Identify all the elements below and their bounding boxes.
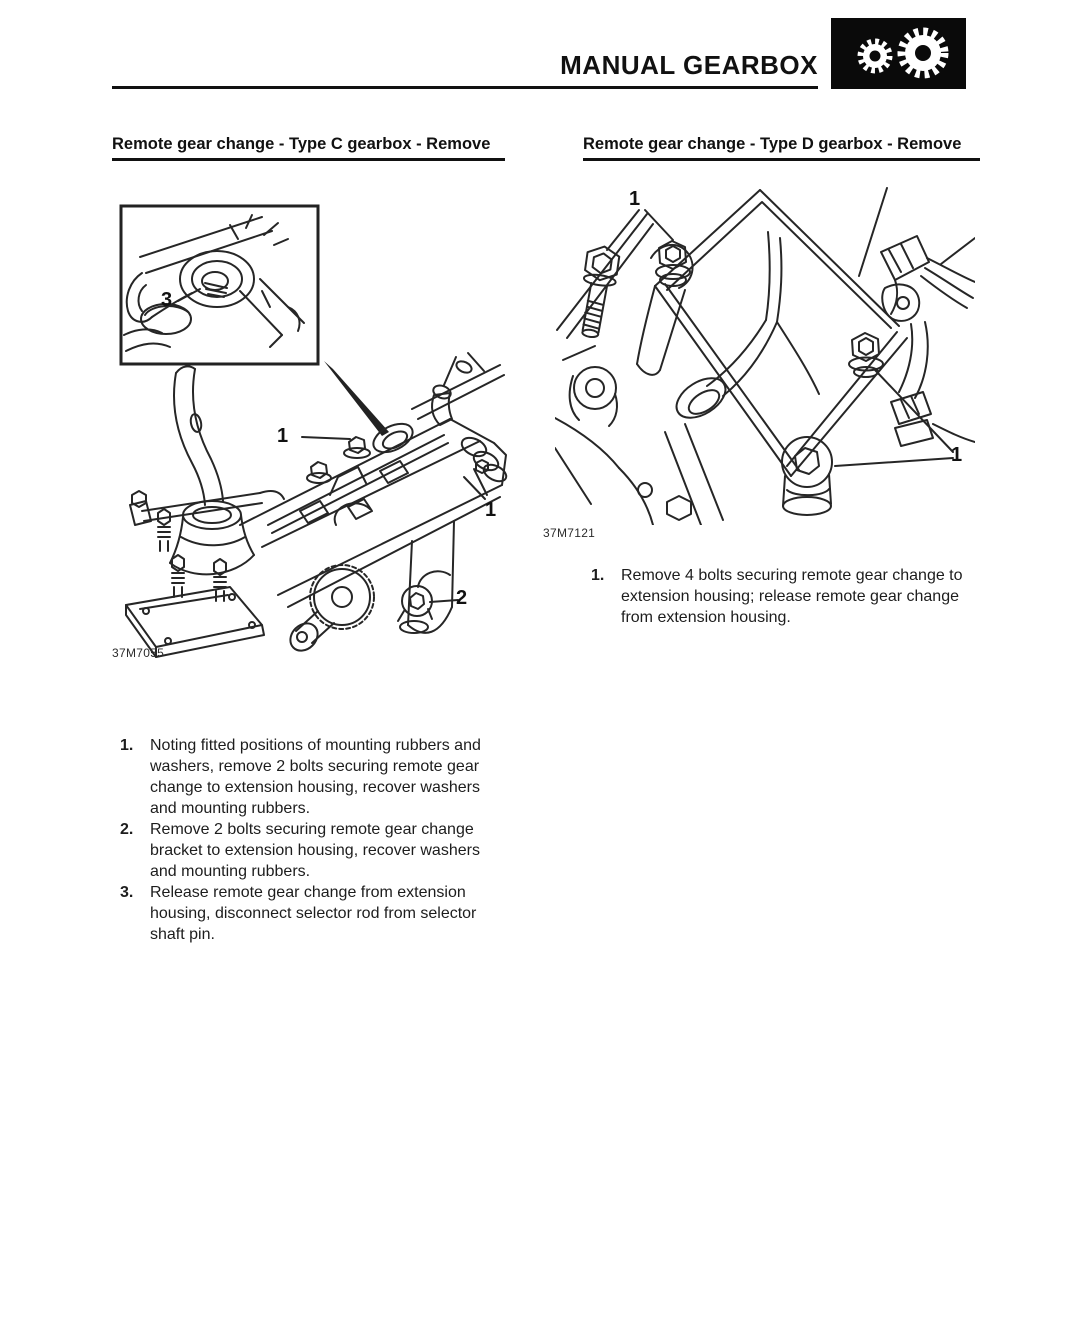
type-c-step-list [120,735,500,945]
bolt-hole-boss [570,367,617,426]
bolt-bottom [782,437,832,515]
step-number: 1. [591,567,605,584]
step-text: Remove 2 bolts securing remote gear change bracket to extension housing, recover washers and mounting rubbers. [150,821,480,880]
type-d-step-list [591,565,963,628]
step-text: Release remote gear change from extension housing, disconnect selector rod from selector shaft pin. [150,884,477,943]
figure-type-d [555,180,975,525]
inset-detail-box [121,206,318,364]
inset-leader [324,361,389,436]
bolt-right-upper [849,333,883,377]
step-number: 1. [120,737,134,754]
heading-rule-type-d [583,158,980,161]
section-heading-type-d: Remote gear change - Type D gearbox - Remove [583,135,962,153]
step-item [120,819,500,882]
section-heading-type-c: Remote gear change - Type C gearbox - Remove [112,135,491,153]
callout-1-type-d-right: 1 [951,444,963,466]
page-title: MANUAL GEARBOX [560,50,818,80]
gearbox-section-badge [831,18,966,89]
loose-bolt [576,244,620,339]
extension-housing-cover [655,190,907,476]
callout-1-top: 1 [277,425,289,447]
step-item [120,882,500,945]
callout-1-type-d-top: 1 [629,188,641,210]
callout-2: 2 [456,587,468,609]
callout-3: 3 [161,289,173,311]
heading-rule-type-c [112,158,505,161]
type-d-illustration [555,180,975,525]
switch-connector [881,236,975,446]
step-text: Remove 4 bolts securing remote gear change to extension housing; release remote gear change from extension housing. [621,567,963,626]
gears-icon [831,18,966,89]
step-text: Noting fitted positions of mounting rubbers and washers, remove 2 bolts securing remote gear change to extension housing, recover washers and mounting rubbers. [150,737,481,817]
step-item [591,565,963,628]
support-bracket [398,521,454,633]
lever-boot [170,501,254,574]
step-number: 2. [120,821,134,838]
step-number: 3. [120,884,134,901]
bolt-top [637,241,693,375]
header-rule [112,86,818,89]
callout-leaders [302,437,487,602]
gear-lever [174,366,223,505]
figure-label-37M7121: 37M7121 [543,526,596,540]
type-c-illustration [112,195,512,670]
step-item [120,735,500,819]
figure-label-37M7055: 37M7055 [112,646,165,660]
callout-1-right: 1 [485,499,497,521]
figure-type-c [112,195,512,670]
splined-shaft [285,565,374,656]
